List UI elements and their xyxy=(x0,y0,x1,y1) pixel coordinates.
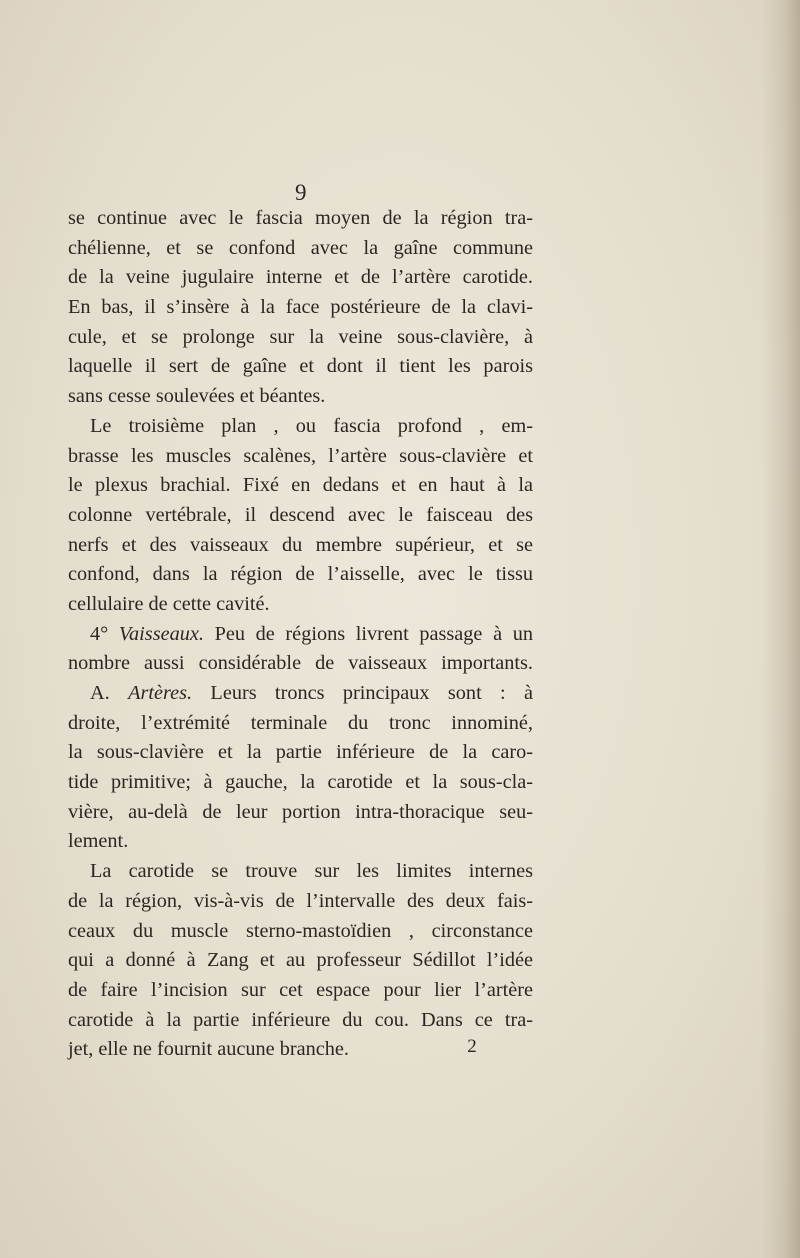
text-line: En bas, il s’insère à la face postérieure de la clavi- xyxy=(68,296,533,319)
text-line: confond, dans la région de l’aisselle, avec le tissu xyxy=(68,563,533,586)
text-line: ceaux du muscle sterno-mastoïdien , circonstance xyxy=(68,919,533,942)
text-run: 4° xyxy=(90,622,119,645)
text-line: se continue avec le fascia moyen de la région tra- xyxy=(68,207,533,229)
text-line: qui a donné à Zang et au professeur Sédillot l’idée xyxy=(68,949,533,972)
text-line: sans cesse soulevées et béantes. xyxy=(68,385,326,408)
text-line: nombre aussi considérable de vaisseaux importants. xyxy=(68,652,533,675)
body-text xyxy=(68,204,533,1065)
text-line xyxy=(68,620,533,650)
text-line: vière, au-delà de leur portion intra-thoracique seu- xyxy=(68,800,533,823)
text-run: Leurs troncs principaux sont : à xyxy=(192,682,533,704)
text-line: de la veine jugulaire interne et de l’artère carotide. xyxy=(68,266,533,289)
text-line: brasse les muscles scalènes, l’artère sous-clavière et xyxy=(68,444,533,467)
italic-heading: Artères. xyxy=(128,682,193,704)
text-line: La carotide se trouve sur les limites internes xyxy=(90,860,533,883)
text-line: lement. xyxy=(68,830,129,853)
text-line: laquelle il sert de gaîne et dont il tient les parois xyxy=(68,355,533,378)
text-line: droite, l’extrémité terminale du tronc innominé, xyxy=(68,711,533,734)
text-line xyxy=(68,679,533,709)
text-line: de faire l’incision sur cet espace pour lier l’artère xyxy=(68,978,533,1001)
text-line: la sous-clavière et la partie inférieure de la caro- xyxy=(68,741,533,764)
text-run: Peu de régions livrent passage à un xyxy=(203,622,533,645)
text-line: jet, elle ne fournit aucune branche. xyxy=(68,1038,349,1061)
signature-mark: 2 xyxy=(467,1036,477,1057)
page-edge-shadow xyxy=(762,0,800,1258)
page-number: 9 xyxy=(295,180,307,205)
text-run: A. xyxy=(90,682,129,704)
text-line: chélienne, et se confond avec la gaîne commune xyxy=(68,236,533,259)
text-line: colonne vertébrale, il descend avec le faisceau des xyxy=(68,503,533,526)
text-line: de la région, vis-à-vis de l’intervalle des deux fais- xyxy=(68,889,533,912)
text-line: cellulaire de cette cavité. xyxy=(68,592,270,615)
text-line: cule, et se prolonge sur la veine sous-clavière, à xyxy=(68,325,533,348)
text-line: nerfs et des vaisseaux du membre supérieur, et se xyxy=(68,533,533,556)
text-line: Le troisième plan , ou fascia profond , em- xyxy=(90,414,533,437)
italic-heading: Vaisseaux. xyxy=(118,622,204,645)
text-line: le plexus brachial. Fixé en dedans et en haut à la xyxy=(68,474,533,497)
text-line: tide primitive; à gauche, la carotide et la sous-cla- xyxy=(68,771,533,794)
text-line: carotide à la partie inférieure du cou. Dans ce tra- xyxy=(68,1008,533,1031)
